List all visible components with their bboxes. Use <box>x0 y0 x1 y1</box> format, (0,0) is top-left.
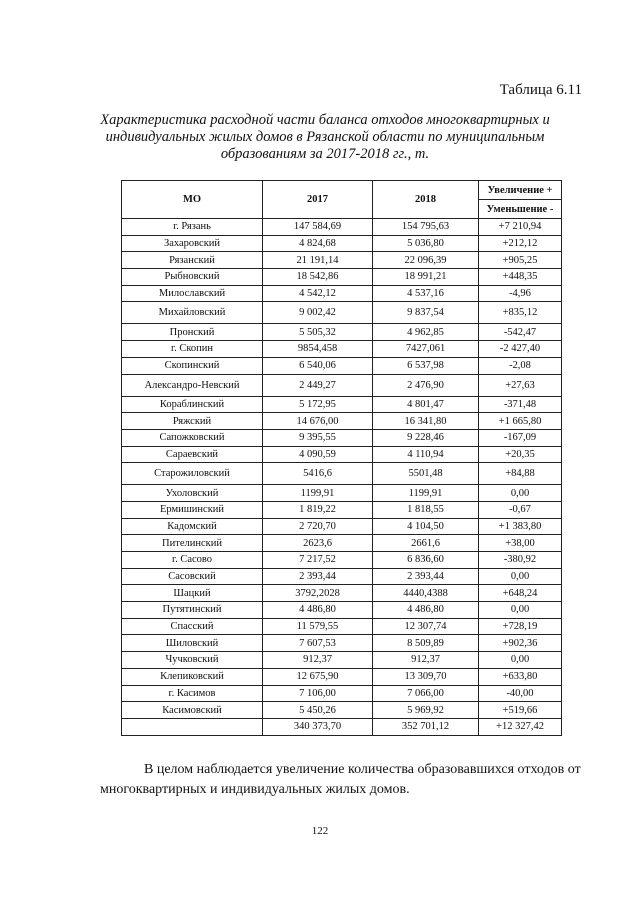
cell-2018: 7427,061 <box>373 341 479 358</box>
cell-2018: 4 537,16 <box>373 285 479 302</box>
table-row <box>122 552 562 569</box>
cell-2017: 6 540,06 <box>263 357 373 374</box>
cell-2017: 2 720,70 <box>263 518 373 535</box>
cell-mo: Ухоловский <box>122 485 263 502</box>
cell-delta: +38,00 <box>479 535 562 552</box>
cell-mo: Ермишинский <box>122 501 263 518</box>
cell-2018: 16 341,80 <box>373 413 479 430</box>
cell-2018: 2661,6 <box>373 535 479 552</box>
cell-2017: 1199,91 <box>263 485 373 502</box>
cell-mo: Кадомский <box>122 518 263 535</box>
cell-2017: 7 106,00 <box>263 685 373 702</box>
cell-delta: +27,63 <box>479 374 562 396</box>
cell-2017: 11 579,55 <box>263 618 373 635</box>
table-row <box>122 341 562 358</box>
table-row <box>122 618 562 635</box>
total-cell-delta: +12 327,42 <box>479 718 562 735</box>
total-cell-mo <box>122 718 263 735</box>
conclusion-line-2: от многоквартирных и индивидуальных жилых домов. <box>100 762 581 797</box>
cell-delta: 0,00 <box>479 568 562 585</box>
cell-delta: -371,48 <box>479 396 562 413</box>
cell-mo: Спасский <box>122 618 263 635</box>
table-row <box>122 357 562 374</box>
cell-2017: 5 505,32 <box>263 324 373 341</box>
cell-2018: 912,37 <box>373 652 479 669</box>
cell-2017: 4 486,80 <box>263 602 373 619</box>
cell-2018: 4 801,47 <box>373 396 479 413</box>
cell-2018: 4440,4388 <box>373 585 479 602</box>
cell-mo: Ряжский <box>122 413 263 430</box>
header-mo: МО <box>122 181 263 219</box>
cell-delta: +633,80 <box>479 668 562 685</box>
table-row <box>122 685 562 702</box>
cell-2018: 12 307,74 <box>373 618 479 635</box>
cell-2018: 18 991,21 <box>373 269 479 286</box>
cell-2017: 4 824,68 <box>263 235 373 252</box>
cell-delta: 0,00 <box>479 602 562 619</box>
cell-2018: 1 818,55 <box>373 501 479 518</box>
table-row <box>122 702 562 719</box>
cell-mo: Александро-Невский <box>122 374 263 396</box>
cell-delta: +1 383,80 <box>479 518 562 535</box>
table-row <box>122 668 562 685</box>
cell-2017: 5 450,26 <box>263 702 373 719</box>
cell-delta: -380,92 <box>479 552 562 569</box>
total-row <box>122 718 562 735</box>
cell-mo: Милославский <box>122 285 263 302</box>
cell-2017: 12 675,90 <box>263 668 373 685</box>
cell-2017: 1 819,22 <box>263 501 373 518</box>
cell-2018: 9 228,46 <box>373 429 479 446</box>
cell-delta: +519,66 <box>479 702 562 719</box>
cell-mo: Скопинский <box>122 357 263 374</box>
table-row <box>122 463 562 485</box>
cell-delta: -2,08 <box>479 357 562 374</box>
cell-2018: 4 486,80 <box>373 602 479 619</box>
cell-mo: Сараевский <box>122 446 263 463</box>
table-row <box>122 635 562 652</box>
cell-mo: г. Касимов <box>122 685 263 702</box>
cell-mo: Захаровский <box>122 235 263 252</box>
table-row <box>122 535 562 552</box>
cell-2018: 4 110,94 <box>373 446 479 463</box>
cell-2017: 14 676,00 <box>263 413 373 430</box>
cell-2017: 3792,2028 <box>263 585 373 602</box>
cell-mo: Кораблинский <box>122 396 263 413</box>
table-row <box>122 485 562 502</box>
cell-2017: 7 217,52 <box>263 552 373 569</box>
table-row <box>122 501 562 518</box>
cell-delta: -167,09 <box>479 429 562 446</box>
cell-2017: 147 584,69 <box>263 219 373 236</box>
cell-mo: Сасовский <box>122 568 263 585</box>
cell-delta: +728,19 <box>479 618 562 635</box>
cell-2018: 5501,48 <box>373 463 479 485</box>
total-cell-2018: 352 701,12 <box>373 718 479 735</box>
cell-delta: 0,00 <box>479 652 562 669</box>
cell-2018: 1199,91 <box>373 485 479 502</box>
cell-mo: Чучковский <box>122 652 263 669</box>
table-row <box>122 429 562 446</box>
table-row <box>122 269 562 286</box>
table-row <box>122 219 562 236</box>
cell-delta: -0,67 <box>479 501 562 518</box>
table-row <box>122 585 562 602</box>
cell-delta: +212,12 <box>479 235 562 252</box>
cell-delta: +648,24 <box>479 585 562 602</box>
cell-mo: г. Скопин <box>122 341 263 358</box>
cell-mo: Клепиковский <box>122 668 263 685</box>
cell-delta: 0,00 <box>479 485 562 502</box>
table-row <box>122 518 562 535</box>
cell-mo: Михайловский <box>122 302 263 324</box>
cell-2017: 7 607,53 <box>263 635 373 652</box>
cell-mo: г. Рязань <box>122 219 263 236</box>
cell-mo: Сапожковский <box>122 429 263 446</box>
cell-2018: 7 066,00 <box>373 685 479 702</box>
cell-2017: 2623,6 <box>263 535 373 552</box>
conclusion-paragraph <box>100 760 590 800</box>
cell-mo: Рязанский <box>122 252 263 269</box>
cell-2018: 5 969,92 <box>373 702 479 719</box>
cell-mo: Рыбновский <box>122 269 263 286</box>
table-row <box>122 446 562 463</box>
cell-2017: 2 393,44 <box>263 568 373 585</box>
cell-2017: 2 449,27 <box>263 374 373 396</box>
table-body <box>122 219 562 736</box>
table-row <box>122 413 562 430</box>
page-number: 122 <box>311 825 329 837</box>
cell-2017: 5416,6 <box>263 463 373 485</box>
table-row <box>122 252 562 269</box>
cell-delta: +448,35 <box>479 269 562 286</box>
header-increase: Увеличение + <box>479 181 562 200</box>
cell-mo: г. Сасово <box>122 552 263 569</box>
cell-delta: +902,36 <box>479 635 562 652</box>
header-2017: 2017 <box>263 181 373 219</box>
cell-2018: 2 393,44 <box>373 568 479 585</box>
table-row <box>122 396 562 413</box>
cell-mo: Старожиловский <box>122 463 263 485</box>
conclusion-line-1: В целом наблюдается увеличение количества образовавшихся отходов <box>144 762 565 777</box>
cell-2017: 4 542,12 <box>263 285 373 302</box>
cell-2017: 4 090,59 <box>263 446 373 463</box>
cell-delta: -4,96 <box>479 285 562 302</box>
total-cell-2017: 340 373,70 <box>263 718 373 735</box>
table-number-label: Таблица 6.11 <box>499 82 582 98</box>
header-decrease: Уменьшение - <box>479 200 562 219</box>
cell-2018: 2 476,90 <box>373 374 479 396</box>
cell-mo: Пронский <box>122 324 263 341</box>
table-row <box>122 374 562 396</box>
table-row <box>122 302 562 324</box>
cell-delta: +1 665,80 <box>479 413 562 430</box>
cell-mo: Пителинский <box>122 535 263 552</box>
cell-mo: Шацкий <box>122 585 263 602</box>
cell-delta: -542,47 <box>479 324 562 341</box>
cell-2018: 5 036,80 <box>373 235 479 252</box>
table-row <box>122 568 562 585</box>
cell-delta: -40,00 <box>479 685 562 702</box>
cell-2018: 4 104,50 <box>373 518 479 535</box>
cell-2018: 6 537,98 <box>373 357 479 374</box>
waste-balance-table <box>121 180 562 736</box>
cell-2018: 8 509,89 <box>373 635 479 652</box>
table-row <box>122 235 562 252</box>
cell-delta: -2 427,40 <box>479 341 562 358</box>
cell-2017: 912,37 <box>263 652 373 669</box>
table-caption: Характеристика расходной части баланса отходов многоквартирных и индивидуальных жилых домов в Рязанской области по муниципальным образованиям за 2017-2018 гг., т. <box>100 112 550 162</box>
cell-2017: 9 002,42 <box>263 302 373 324</box>
table-row <box>122 652 562 669</box>
cell-2017: 5 172,95 <box>263 396 373 413</box>
table-row <box>122 285 562 302</box>
cell-2018: 13 309,70 <box>373 668 479 685</box>
cell-mo: Касимовский <box>122 702 263 719</box>
cell-2017: 21 191,14 <box>263 252 373 269</box>
table-row <box>122 602 562 619</box>
cell-delta: +905,25 <box>479 252 562 269</box>
cell-mo: Шиловский <box>122 635 263 652</box>
cell-mo: Путятинский <box>122 602 263 619</box>
cell-delta: +20,35 <box>479 446 562 463</box>
cell-2018: 4 962,85 <box>373 324 479 341</box>
cell-delta: +84,88 <box>479 463 562 485</box>
cell-delta: +7 210,94 <box>479 219 562 236</box>
cell-2017: 18 542,86 <box>263 269 373 286</box>
cell-delta: +835,12 <box>479 302 562 324</box>
cell-2018: 9 837,54 <box>373 302 479 324</box>
table-row <box>122 324 562 341</box>
cell-2018: 6 836,60 <box>373 552 479 569</box>
cell-2017: 9854,458 <box>263 341 373 358</box>
cell-2017: 9 395,55 <box>263 429 373 446</box>
cell-2018: 154 795,63 <box>373 219 479 236</box>
cell-2018: 22 096,39 <box>373 252 479 269</box>
header-2018: 2018 <box>373 181 479 219</box>
